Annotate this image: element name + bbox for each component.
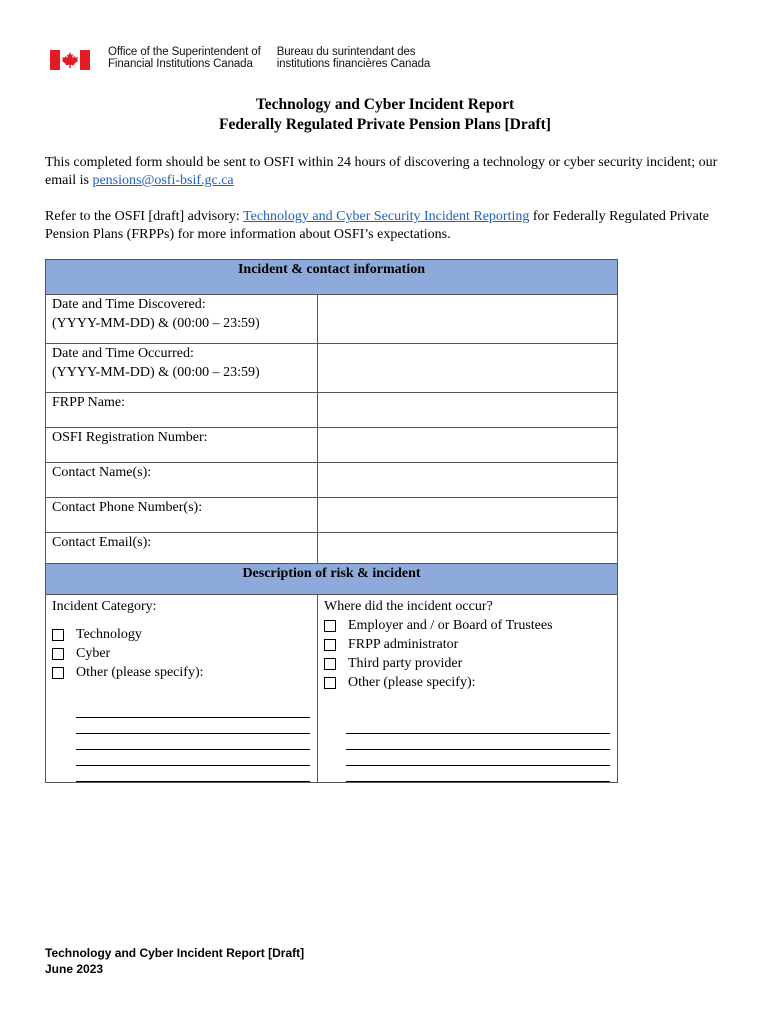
contact-name-field[interactable] <box>318 463 618 498</box>
table-row <box>46 595 618 783</box>
frpp-name-field[interactable] <box>318 393 618 428</box>
advisory-paragraph <box>45 208 725 244</box>
checkbox-other-location[interactable] <box>324 673 611 692</box>
incident-location-label: Where did the incident occur? <box>324 599 493 614</box>
contact-name-label: Contact Name(s): <box>46 463 318 498</box>
table-row <box>46 295 618 344</box>
contact-email-label: Contact Email(s): <box>46 533 318 564</box>
contact-phone-label: Contact Phone Number(s): <box>46 498 318 533</box>
checkbox-icon[interactable] <box>52 648 64 660</box>
checkbox-frpp-administrator[interactable] <box>324 635 611 654</box>
checkbox-technology[interactable] <box>52 625 311 644</box>
agency-en-line2: Financial Institutions Canada <box>108 58 253 70</box>
incident-category-label: Incident Category: <box>52 599 157 614</box>
advisory-pre-text: Refer to the OSFI [draft] advisory: <box>45 209 244 224</box>
checkbox-icon[interactable] <box>324 677 336 689</box>
location-specify-lines[interactable] <box>324 718 611 782</box>
canada-flag-icon <box>50 50 90 70</box>
incident-category-cell <box>46 595 318 783</box>
table-row <box>46 393 618 428</box>
checkbox-icon[interactable] <box>324 639 336 651</box>
checkbox-icon[interactable] <box>324 658 336 670</box>
section-header-contact <box>46 260 618 295</box>
table-row <box>46 463 618 498</box>
checkbox-cyber[interactable] <box>52 644 311 663</box>
agency-name-french <box>277 46 431 70</box>
agency-en-line1: Office of the Superintendent of <box>108 46 261 58</box>
section-title-contact: Incident & contact information <box>46 260 618 295</box>
checkbox-employer-board[interactable] <box>324 616 611 635</box>
advisory-link[interactable]: Technology and Cyber Security Incident Reporting <box>243 209 530 224</box>
checkbox-label: Technology <box>76 627 142 642</box>
checkbox-icon[interactable] <box>52 667 64 679</box>
footer-title: Technology and Cyber Incident Report [Draft] <box>45 946 305 960</box>
agency-fr-line1: Bureau du surintendant des <box>276 46 416 58</box>
document-subtitle: Federally Regulated Private Pension Plans [Draft] <box>219 116 551 133</box>
osfi-registration-label: OSFI Registration Number: <box>46 428 318 463</box>
document-title: Technology and Cyber Incident Report <box>255 96 515 113</box>
section-title-description: Description of risk & incident <box>46 564 618 595</box>
incident-location-cell <box>318 595 618 783</box>
date-discovered-label <box>46 295 318 344</box>
date-occurred-label-line1: Date and Time Occurred: <box>52 346 194 361</box>
date-discovered-label-line1: Date and Time Discovered: <box>52 297 206 312</box>
table-row <box>46 344 618 393</box>
incident-form-table <box>45 259 618 783</box>
osfi-registration-field[interactable] <box>318 428 618 463</box>
checkbox-label: Employer and / or Board of Trustees <box>348 618 553 633</box>
table-row <box>46 533 618 564</box>
checkbox-icon[interactable] <box>324 620 336 632</box>
table-row <box>46 428 618 463</box>
checkbox-label: Other (please specify): <box>348 675 476 690</box>
table-row <box>46 498 618 533</box>
page-footer <box>45 945 304 977</box>
frpp-name-label: FRPP Name: <box>46 393 318 428</box>
intro-text: This completed form should be sent to OSFI within 24 hours of discovering a technology or cyber security incident; our email is <box>45 155 718 188</box>
section-header-description <box>46 564 618 595</box>
date-occurred-field[interactable] <box>318 344 618 393</box>
date-discovered-label-line2: (YYYY-MM-DD) & (00:00 – 23:59) <box>52 316 260 331</box>
category-specify-lines[interactable] <box>52 702 311 782</box>
checkbox-label: Cyber <box>76 646 111 661</box>
checkbox-label: FRPP administrator <box>348 637 459 652</box>
advisory-post-text: for Federally Regulated Private Pension Plans (FRPPs) for more information about OSFI’s expectations. <box>45 209 709 242</box>
contact-email-field[interactable] <box>318 533 618 564</box>
date-occurred-label <box>46 344 318 393</box>
date-discovered-field[interactable] <box>318 295 618 344</box>
government-signature <box>50 46 430 74</box>
email-link[interactable]: pensions@osfi-bsif.gc.ca <box>92 173 234 188</box>
checkbox-third-party[interactable] <box>324 654 611 673</box>
intro-paragraph <box>45 154 725 190</box>
contact-phone-field[interactable] <box>318 498 618 533</box>
agency-name-english <box>108 46 261 70</box>
checkbox-label: Other (please specify): <box>76 665 204 680</box>
checkbox-icon[interactable] <box>52 629 64 641</box>
checkbox-label: Third party provider <box>348 656 463 671</box>
footer-date: June 2023 <box>45 962 104 976</box>
date-occurred-label-line2: (YYYY-MM-DD) & (00:00 – 23:59) <box>52 365 260 380</box>
agency-fr-line2: institutions financières Canada <box>276 58 431 70</box>
checkbox-other-category[interactable] <box>52 663 311 682</box>
